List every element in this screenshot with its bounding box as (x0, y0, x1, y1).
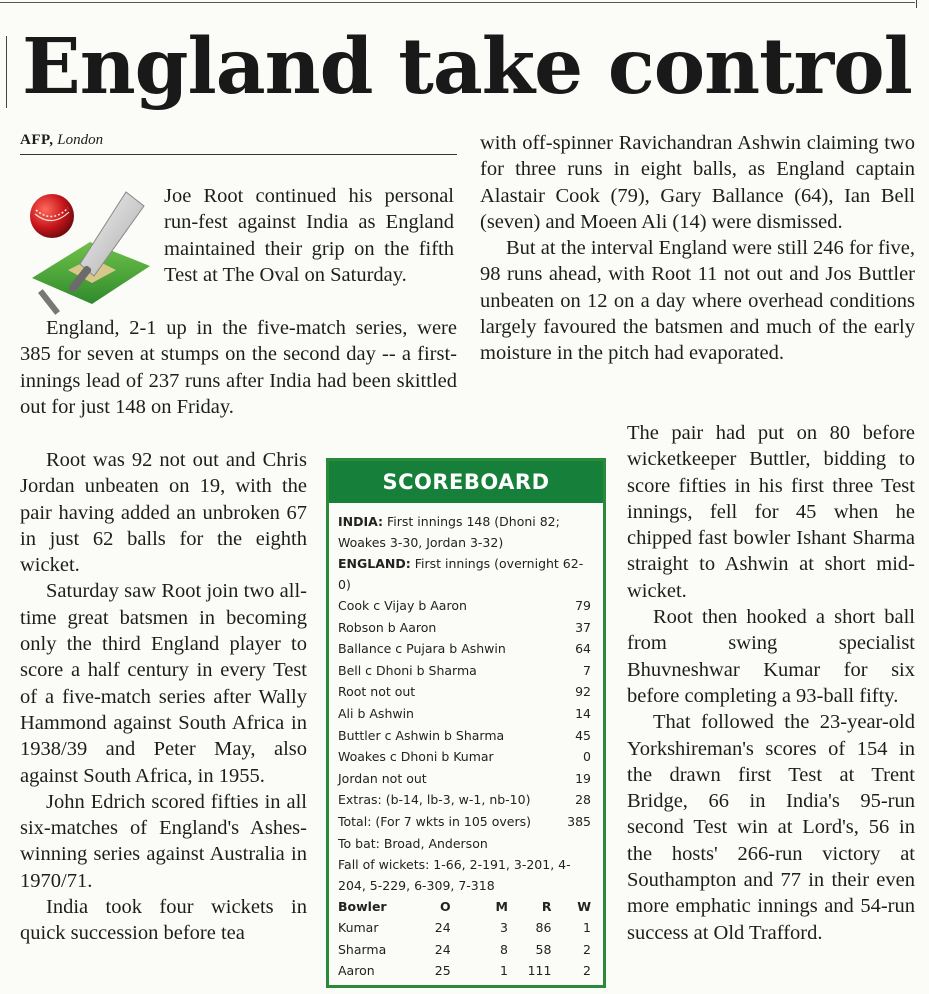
batsman-name: Extras: (b-14, lb-3, w-1, nb-10) (338, 792, 531, 808)
scoreboard-box (326, 458, 606, 988)
india-innings-text: First innings 148 (Dhoni 82; Woakes 3-30, Jordan 3-32) (338, 514, 560, 550)
bowling-header-wickets: W (577, 898, 591, 914)
article-paragraph-11 (627, 709, 915, 946)
batting-row (338, 638, 591, 660)
to-bat: To bat: Broad, Anderson (338, 835, 488, 851)
batsman-runs: 385 (567, 813, 591, 829)
batsman-runs: 92 (575, 684, 591, 700)
byline-rule (20, 154, 457, 155)
batsman-runs: 7 (583, 662, 591, 678)
bowler-runs: 86 (535, 920, 552, 936)
batsman-runs: 19 (575, 770, 591, 786)
batting-row (338, 768, 591, 790)
batsman-name: Robson b Aaron (338, 619, 437, 635)
bowler-runs: 111 (527, 963, 552, 979)
article-paragraph-4 (20, 578, 307, 788)
headline: England take control (22, 22, 912, 112)
article-paragraph-7: with off-spinner Ravichandran Ashwin claiming two for three runs in eight balls, as England captain Alastair Cook (79), Gary Ballance (64), Ian Bell (seven) and Moeen Ali (14) were dismissed. (480, 132, 915, 233)
bowler-overs: 24 (434, 941, 451, 957)
article-paragraph-11-text: That followed the 23-year-old Yorkshireman's scores of 154 in the drawn first Test at Trent Bridge, 66 in India's 95-run second Test win at Lord's, 56 in the hosts' 266-run victory at Southampton and 77 in their even more emphatic innings and 54-run success at Old Trafford. (627, 711, 915, 944)
article-paragraph-5 (20, 789, 307, 894)
bowling-row (338, 960, 591, 982)
batsman-runs: 37 (575, 619, 591, 635)
batsman-name: Root not out (338, 684, 416, 700)
column1-block-b (20, 315, 457, 420)
batting-row (338, 746, 591, 768)
batting-list (338, 595, 591, 833)
batsman-name: Buttler c Ashwin b Sharma (338, 727, 505, 743)
article-paragraph-2-text: England, 2-1 up in the five-match series, were 385 for seven at stumps on the second day -- a first-innings lead of 237 runs after India had been skittled out for just 148 on Friday. (20, 317, 457, 418)
bowling-header (338, 896, 591, 918)
bowling-header-runs: R (541, 898, 552, 914)
byline (20, 132, 103, 149)
batsman-name: Ballance c Pujara b Ashwin (338, 641, 506, 657)
bowler-wickets: 2 (583, 963, 591, 979)
bowler-maidens: 8 (500, 941, 508, 957)
column2-block-a (480, 130, 915, 367)
fall-of-wickets: Fall of wickets: 1-66, 2-191, 3-201, 4-204, 5-229, 6-309, 7-318 (338, 856, 571, 893)
byline-location: London (57, 132, 104, 148)
batting-row (338, 703, 591, 725)
bowler-wickets: 1 (583, 920, 591, 936)
bowler-overs: 24 (434, 920, 451, 936)
batting-row (338, 595, 591, 617)
bowling-row (338, 939, 591, 961)
top-rule (0, 2, 915, 3)
england-label: ENGLAND: (338, 556, 411, 571)
right-edge-rule (916, 0, 917, 8)
article-paragraph-2 (20, 315, 457, 420)
england-innings-text: First innings (overnight 62-0) (338, 556, 584, 592)
article-paragraph-5-text: John Edrich scored fifties in all six-matches of England's Ashes-winning series against Australia in 1970/71. (20, 790, 307, 892)
bowler-name: Kumar (338, 920, 379, 936)
bowler-wickets: 2 (583, 941, 591, 957)
article-paragraph-9-text: The pair had put on 80 before wicketkeeper Buttler, bidding to score fifties in his first three Test innings, fell for 45 when he chipped fast bowler Ishant Sharma straight to Ashwin at short mid-wicket. (627, 422, 915, 602)
column2-block-b (627, 420, 915, 946)
article-paragraph-3 (20, 447, 307, 578)
bowling-list (338, 917, 591, 982)
article-paragraph-6-text: India took four wickets in quick succession before tea (20, 896, 307, 945)
bowler-runs: 58 (535, 941, 552, 957)
batsman-name: Bell c Dhoni b Sharma (338, 662, 477, 678)
batting-row (338, 811, 591, 833)
article-paragraph-9 (627, 420, 915, 604)
bowling-header-overs: O (440, 898, 451, 914)
india-innings (338, 511, 591, 553)
batting-row (338, 617, 591, 639)
left-column-rule (6, 36, 7, 108)
bowling-row (338, 917, 591, 939)
scoreboard-body (329, 503, 603, 982)
article-paragraph-6 (20, 894, 307, 947)
bowling-header-name: Bowler (338, 898, 387, 914)
article-paragraph-8-text: But at the interval England were still 246 for five, 98 runs ahead, with Root 11 not out and Jos Buttler unbeaten on 12 on a day where overhead conditions largely favoured the batsmen and much of the early moisture in the pitch had evaporated. (480, 237, 915, 365)
batsman-runs: 28 (575, 792, 591, 808)
batsman-runs: 14 (575, 705, 591, 721)
article-paragraph-10-text: Root then hooked a short ball from swing specialist Bhuvneshwar Kumar for six before completing a 93-ball fifty. (627, 606, 915, 707)
batting-row (338, 681, 591, 703)
batsman-name: Jordan not out (338, 770, 427, 786)
article-paragraph-4-text: Saturday saw Root join two all-time great batsmen in becoming only the third England player to score a half century in every Test of a five-match series after Wally Hammond against South Africa in 1938/39 and Peter May, also against South Africa, in 1955. (20, 580, 307, 787)
batsman-name: Ali b Ashwin (338, 705, 414, 721)
article-paragraph-8 (480, 235, 915, 366)
bowling-header-maidens: M (495, 898, 508, 914)
batsman-runs: 79 (575, 598, 591, 613)
bowler-maidens: 1 (500, 963, 508, 979)
batsman-name: Cook c Vijay b Aaron (338, 598, 467, 613)
scoreboard-title: SCOREBOARD (329, 461, 603, 503)
column1-block-c (20, 447, 307, 947)
article-paragraph-10 (627, 604, 915, 709)
england-innings (338, 553, 591, 595)
byline-agency: AFP, (20, 132, 54, 148)
batsman-runs: 0 (583, 749, 591, 765)
batsman-runs: 45 (575, 727, 591, 743)
bowler-maidens: 3 (500, 920, 508, 936)
batsman-name: Woakes c Dhoni b Kumar (338, 749, 494, 765)
article-paragraph-1: Joe Root continued his personal run-fest against India as England maintained their grip on the fifth Test at The Oval on Saturday. (164, 185, 454, 286)
article-paragraph-3-text: Root was 92 not out and Chris Jordan unbeaten on 19, with the pair having added an unbroken 67 in just 62 balls for the eighth wicket. (20, 449, 307, 577)
bowler-overs: 25 (434, 963, 451, 979)
cricket-ball-bat-icon (22, 180, 155, 320)
batting-row (338, 725, 591, 747)
batting-row (338, 789, 591, 811)
column1-lead (164, 183, 454, 288)
batsman-name: Total: (For 7 wkts in 105 overs) (338, 813, 531, 829)
batsman-runs: 64 (575, 641, 591, 657)
bowler-name: Aaron (338, 963, 375, 979)
batting-row (338, 660, 591, 682)
india-label: INDIA: (338, 514, 384, 529)
bowler-name: Sharma (338, 941, 387, 957)
